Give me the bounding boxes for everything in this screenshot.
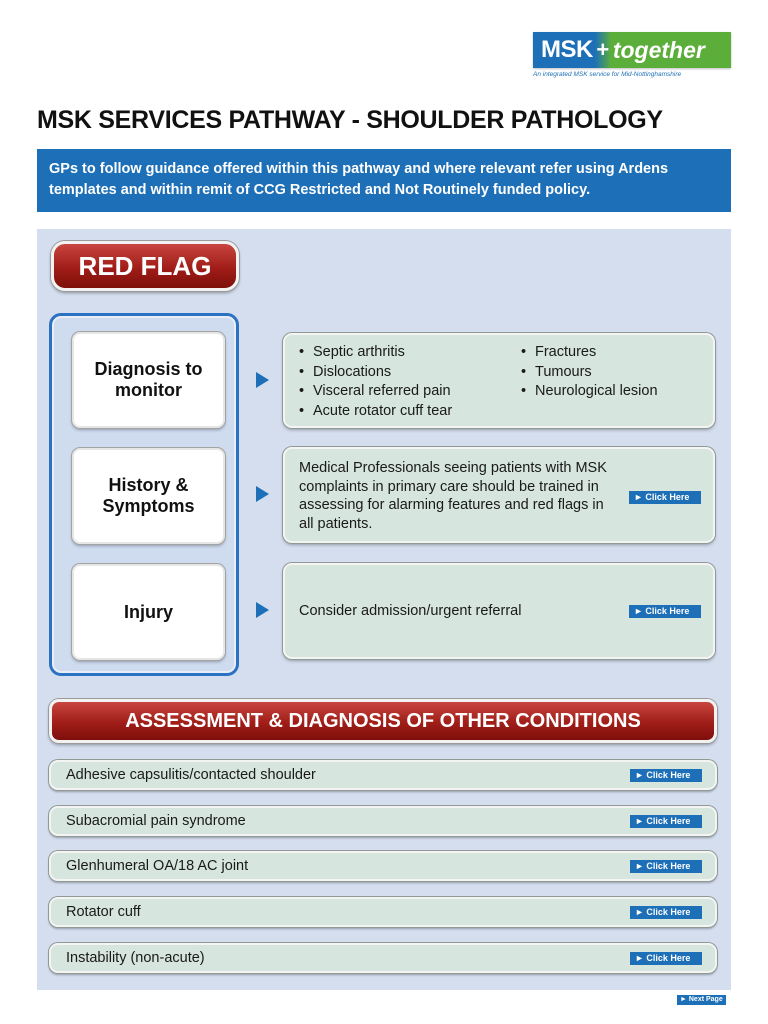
- list-item: • Septic arthritis: [299, 344, 405, 360]
- condition-row: [49, 851, 717, 881]
- red-flag-label-column: [49, 313, 239, 676]
- injury-label-text: Injury: [123, 601, 173, 622]
- diagnosis-to-monitor-box: [283, 333, 715, 428]
- condition-click-here-button[interactable]: ► Click Here: [630, 769, 702, 782]
- condition-label: Adhesive capsulitis/contacted shoulder: [66, 767, 316, 783]
- diagnosis-to-monitor-label: [72, 332, 225, 428]
- logo-tagline: An integrated MSK service for Mid-Nottinghamshire: [533, 71, 682, 78]
- arrow-right-icon: [256, 602, 269, 618]
- list-item: • Tumours: [521, 363, 592, 380]
- history-symptoms-label: [72, 448, 225, 544]
- injury-click-here-button[interactable]: ► Click Here: [629, 605, 701, 618]
- logo-msk-text: MSK: [533, 32, 595, 68]
- list-item: • Fractures: [521, 344, 597, 360]
- injury-text: Consider admission/urgent referral: [299, 603, 522, 619]
- red-flag-heading: RED FLAG: [51, 241, 239, 291]
- history-label-text: History & Symptoms: [102, 475, 195, 516]
- page-title: MSK SERVICES PATHWAY - SHOULDER PATHOLOGY: [37, 106, 663, 134]
- list-item: • Dislocations: [299, 363, 392, 380]
- history-symptoms-box: [283, 447, 715, 543]
- history-symptoms-text: Medical Professionals seeing patients with MSK complaints in primary care should be trained in assessing for alarming features and red flags in all patients.: [299, 460, 607, 532]
- bullets-right: [521, 343, 658, 402]
- logo-plus-text: +: [595, 32, 611, 68]
- injury-label: [72, 564, 225, 660]
- arrow-right-icon: [256, 372, 269, 388]
- logo-together-text: together: [611, 32, 731, 68]
- condition-label: Instability (non-acute): [66, 950, 205, 966]
- condition-click-here-button[interactable]: ► Click Here: [630, 860, 702, 873]
- list-item: • Acute rotator cuff tear: [299, 402, 453, 419]
- condition-row: [49, 806, 717, 836]
- condition-click-here-button[interactable]: ► Click Here: [630, 815, 702, 828]
- condition-row: [49, 943, 717, 973]
- bullets-left: [299, 343, 452, 421]
- condition-row: [49, 897, 717, 927]
- injury-box: [283, 563, 715, 659]
- condition-row: [49, 760, 717, 790]
- history-click-here-button[interactable]: ► Click Here: [629, 491, 701, 504]
- assessment-heading: ASSESSMENT & DIAGNOSIS OF OTHER CONDITIONS: [49, 699, 717, 743]
- condition-click-here-button[interactable]: ► Click Here: [630, 952, 702, 965]
- logo-wordmark: [533, 32, 731, 68]
- condition-label: Glenhumeral OA/18 AC joint: [66, 858, 249, 874]
- list-item: • Visceral referred pain: [299, 383, 451, 399]
- condition-click-here-button[interactable]: ► Click Here: [630, 906, 702, 919]
- arrow-right-icon: [256, 486, 269, 502]
- diagnosis-label-text: Diagnosis to monitor: [94, 359, 203, 400]
- pathway-panel: [37, 229, 731, 990]
- guidance-banner: GPs to follow guidance offered within this pathway and where relevant refer using Ardens templates and within remit of CCG Restricted and Not Routinely funded policy.: [37, 149, 731, 212]
- msk-together-logo: [533, 32, 731, 78]
- list-item: • Neurological lesion: [521, 383, 658, 399]
- condition-label: Subacromial pain syndrome: [66, 813, 246, 829]
- condition-label: Rotator cuff: [66, 904, 141, 920]
- next-page-button[interactable]: ► Next Page: [677, 995, 726, 1005]
